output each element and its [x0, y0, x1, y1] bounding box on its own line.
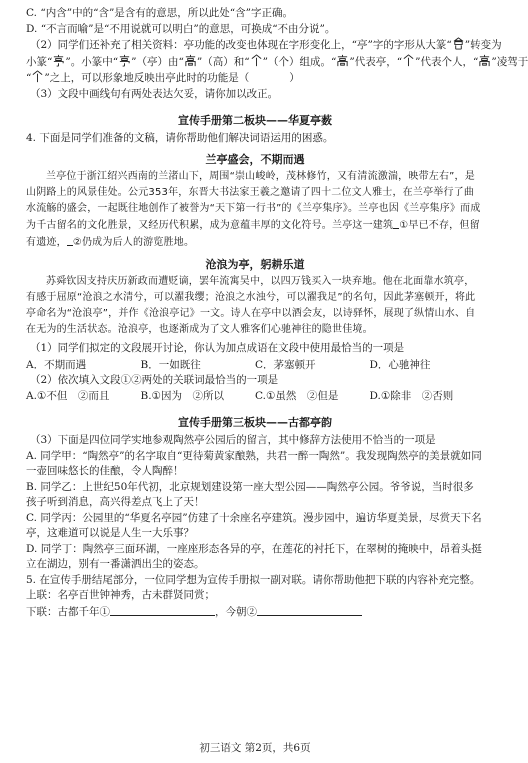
question-4-1-options [26, 357, 484, 373]
question-4-2-options [26, 388, 484, 404]
question-3: （3）文段中画线句有两处表达欠妥，请你加以改正。 [30, 87, 279, 100]
question-2-line2: 小篆“ ”。小篆中“ ”（亭）由“ ”（高）和“ ”（个）组成。“ ”代表亭，“ ”代表个人，“ ”凌驾于 [26, 55, 528, 68]
seal-dazhuan-ting-icon [452, 37, 465, 50]
section-2-title: 宣传手册第二板块——华夏亭薮 [178, 114, 332, 127]
q4-1-option-a[interactable]: A．不期而遇 [26, 358, 87, 371]
couplet-upper: 上联：名亭百世钟神秀，古未群贤同赏； [26, 589, 215, 602]
question-4-2-stem: （2）依次填入文段①②两处的关联词最恰当的一项是 [30, 373, 279, 386]
seal-ge-icon [250, 54, 263, 67]
q4-3-option-c[interactable]: C. 同学丙：公园里的“华夏名亭园”仿建了十余座名亭建筑。漫步园中，遍访华夏美景，尽赏天下名亭，这难道可以说是人生一大乐事？ [26, 511, 482, 540]
question-4-3-stem: （3）下面是四位同学实地参观陶然亭公园后的留言，其中修辞方法使用不恰当的一项是 [30, 434, 436, 447]
q4-1-option-c[interactable]: C．茅塞顿开 [255, 358, 316, 371]
q4-2-option-c[interactable]: C.①虽然 ②但是 [255, 390, 339, 403]
q4-2-option-b[interactable]: B.①因为 ②所以 [140, 390, 224, 403]
option-c: C. “内含”中的“含”是含有的意思，所以此处“含”字正确。 [26, 7, 294, 19]
q4-3-option-d[interactable]: D. 同学丁：陶然亭三面环湖，一座座形态各异的亭，在莲花的衬托下，在翠树的掩映中，昂着头挺立在湖边，别有一番潇洒出尘的姿态。 [26, 542, 482, 571]
page-footer: 初三语文 第2页，共6页 [199, 742, 311, 754]
q4-1-option-b[interactable]: B．一如既往 [140, 358, 201, 371]
couplet-blank-2[interactable] [257, 604, 362, 616]
q4-1-option-d[interactable]: D．心驰神往 [369, 358, 431, 371]
marker-1: ① [399, 220, 409, 232]
seal-xiaozhuan-ting-icon [52, 54, 65, 67]
question-5-stem: 5. 在宣传手册结尾部分，一位同学想为宣传手册拟一副对联。请你帮助他把下联的内容补充完整。 [26, 573, 481, 586]
q4-3-option-b[interactable]: B. 同学乙：上世纪50年代初，北京规划建设第一座大型公园——陶然亭公园。爷爷说，当时很多孩子听到消息，高兴得差点飞上了天！ [26, 480, 474, 509]
passage-2-title: 沧浪为亭，躬耕乐道 [205, 257, 305, 271]
q4-2-option-a[interactable]: A.①不但 ②而且 [26, 390, 110, 403]
passage-2-text: 苏舜钦因支持庆历新政而遭贬谪，罢年流寓吴中，以四万钱买入一块弃地。他在北面靠水筑亭，有感于屈原“沧浪之水清兮，可以濯我缨；沧浪之水浊兮，可以濯我足”的名句，因此茅塞顿开，将此亭命名为“沧浪亭”，并作《沧浪亭记》一文。诗人在亭中以酒会友，以诗驿怀，展现了纵情山水、自在无为的生活状态。沧浪亭，也逐渐成为了文人雅客们心驰神往的隐世佳境。 [26, 275, 476, 336]
question-2-line1: （2）同学们还补充了相关资料：亭功能的改变也体现在字形变化上，“亭”字的字形从大篆“ ”转变为 [30, 39, 502, 51]
marker-2: ② [72, 237, 82, 249]
question-2-line3: “ ”之上，可以形象地反映出亭此时的功能是（ ） [26, 72, 300, 84]
seal-ge-icon-2 [402, 54, 415, 67]
q4-2-option-d[interactable]: D.①除非 ②否则 [369, 390, 454, 403]
section-3-title: 宣传手册第三板块——古都亭韵 [178, 416, 332, 430]
passage-1-text: 兰亭位于浙江绍兴西南的兰渚山下，周围“崇山峻岭，茂林修竹，又有清流激湍，映带左右”，是山阴路上的风景佳处。公元353年，东晋大书法家王羲之邀请了四十二位文人雅士，在兰亭举行了曲水流觞的盛会，一起既往地创作了被誉为“天下第一行书”的《兰亭集序》。兰亭也因《兰亭集序》而成为千古留名的文化胜景，又经历代积累，成为意蕴丰厚的文化符号。兰亭这一建筑 ①早已不存，但留有遗迹， ②仍成为后人的游览胜地。 [26, 170, 481, 249]
passage-1-title: 兰亭盛会，不期而遇 [205, 152, 305, 166]
seal-gao-icon-2 [336, 54, 349, 67]
q4-3-option-a[interactable]: A. 同学甲：“陶然亭”的名字取自“更待菊黄家酿熟，共君一醉一陶然”。我发现陶然亭的美景就如同一壶回味悠长的佳酿，令人陶醉！ [26, 449, 482, 478]
question-4-1-stem: （1）同学们拟定的文段展开讨论，你认为加点成语在文段中使用最恰当的一项是 [30, 342, 405, 355]
couplet-blank-1[interactable] [110, 604, 215, 616]
option-d: D. “不言而喻”是“不用说就可以明白”的意思，可换成“不由分说”。 [26, 22, 336, 35]
seal-gao-icon [184, 54, 197, 67]
couplet-lower: 下联：古都千年① ，今朝② [26, 604, 484, 621]
seal-gao-icon-3 [478, 54, 491, 67]
question-4-intro: 4. 下面是同学们准备的文稿，请你帮助他们解决词语运用的困惑。 [26, 132, 334, 144]
seal-ting-icon [118, 54, 131, 67]
seal-ge-icon-3 [31, 70, 44, 83]
